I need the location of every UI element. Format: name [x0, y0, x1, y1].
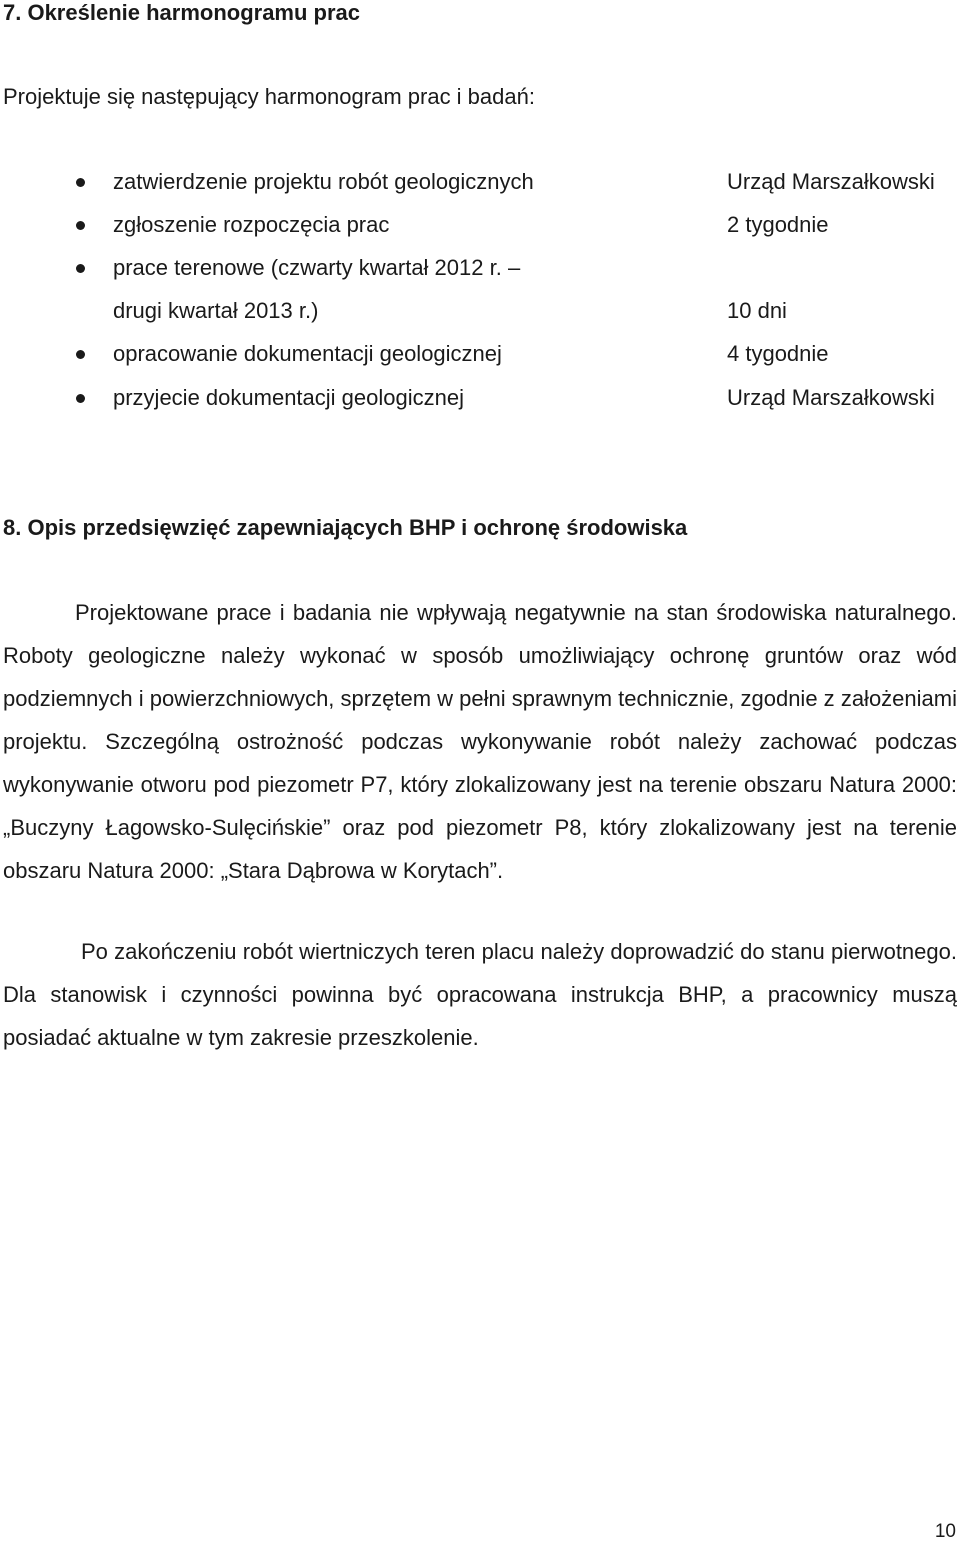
bhp-paragraph-1: Projektowane prace i badania nie wpływają negatywnie na stan środowiska naturalnego. Roboty geologiczne należy wykonać w sposób umożliwiający ochronę gruntów oraz wód podziemnych i powierzchniowych, sprzętem w pełni sprawnym technicznie, zgodnie z założeniami projektu. Szczególną ostrożność podczas wykonywanie robót należy zachować podczas wykonywanie otworu pod piezometr P7, który zlokalizowany jest na terenie obszaru Natura 2000: „Buczyny Łagowsko-Sulęcińskie” oraz pod piezometr P8, który zlokalizowany jest na terenie obszaru Natura 2000: „Stara Dąbrowa w Korytach”.	[3, 600, 957, 883]
bullet-icon	[76, 221, 85, 230]
page-number: 10	[934, 1521, 956, 1542]
schedule-duration: 10 dni	[727, 298, 787, 323]
schedule-duration: Urząd Marszałkowski	[727, 385, 935, 410]
schedule-task-continuation: drugi kwartał 2013 r.)	[113, 298, 319, 323]
bullet-icon	[76, 350, 85, 359]
section-7-heading: 7. Określenie harmonogramu prac	[3, 0, 361, 25]
schedule-duration: 2 tygodnie	[727, 212, 829, 237]
section-8-heading: 8. Opis przedsięwzięć zapewniających BHP i ochronę środowiska	[3, 515, 688, 540]
schedule-duration: Urząd Marszałkowski	[727, 169, 935, 194]
bullet-icon	[76, 264, 85, 273]
schedule-duration: 4 tygodnie	[727, 341, 829, 366]
bullet-icon	[76, 394, 85, 403]
schedule-task: opracowanie dokumentacji geologicznej	[113, 341, 502, 366]
bullet-icon	[76, 178, 85, 187]
schedule-task: prace terenowe (czwarty kwartał 2012 r. –	[113, 255, 521, 280]
schedule-task: zgłoszenie rozpoczęcia prac	[113, 212, 390, 237]
bhp-paragraph-2: Po zakończeniu robót wiertniczych teren placu należy doprowadzić do stanu pierwotnego. Dla stanowisk i czynności powinna być opracowana instrukcja BHP, a pracownicy muszą posiadać aktualne w tym zakresie przeszkolenie.	[3, 939, 957, 1050]
schedule-intro: Projektuje się następujący harmonogram prac i badań:	[3, 84, 535, 109]
schedule-task: zatwierdzenie projektu robót geologicznych	[113, 169, 534, 194]
schedule-task: przyjecie dokumentacji geologicznej	[113, 385, 464, 410]
